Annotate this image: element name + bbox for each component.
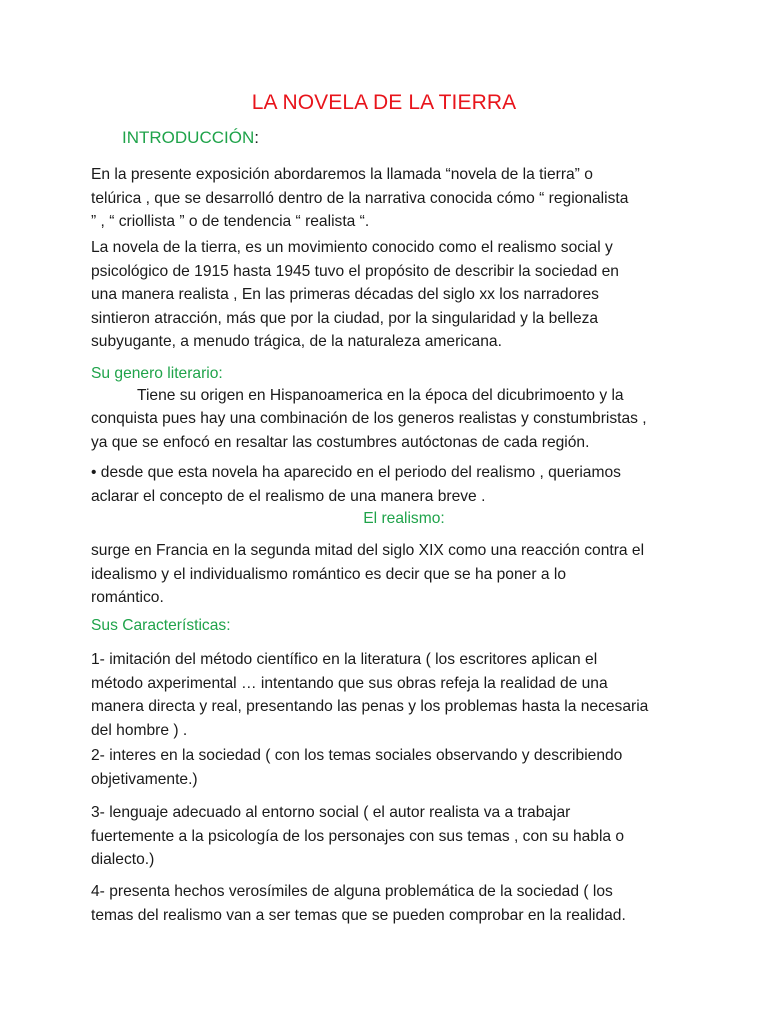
paragraph-bullet: • desde que esta novela ha aparecido en el periodo del realismo , queriamos aclarar el concepto de el realismo de una manera breve . [91, 464, 621, 505]
list-item-caracteristica-1: 1- imitación del método científico en la literatura ( los escritores aplican el método axperimental … intentando que sus obras refeja la realidad de una manera directa y real, presentando las penas y los problemas hasta la necesaria del hombre ) . [91, 651, 649, 739]
paragraph-genero-first: Tiene su origen en Hispanoamerica en la época del dicubrimoento y la [137, 387, 624, 404]
heading-genero-literario: Su genero literario: [91, 365, 223, 382]
document-title: LA NOVELA DE LA TIERRA [251, 91, 517, 114]
heading-el-realismo: El realismo: [363, 510, 445, 527]
intro-heading-label: INTRODUCCIÓN [122, 128, 255, 147]
paragraph-realismo: surge en Francia en la segunda mitad del siglo XIX como una reacción contra el idealismo y el individualismo romántico es decir que se ha poner a lo romántico. [91, 542, 645, 607]
paragraph-intro: En la presente exposición abordaremos la llamada “novela de la tierra” o telúrica , que se desarrolló dentro de la narrativa conocida cómo “ regionalista ” , “ criollista ” o de tendencia “ realista “. [91, 166, 629, 231]
list-item-caracteristica-3: 3- lenguaje adecuado al entorno social ( el autor realista va a trabajar fuertemente a la psicología de los personajes con sus temas , con su habla o dialecto.) [91, 804, 625, 869]
list-item-caracteristica-2: 2- interes en la sociedad ( con los temas sociales observando y describiendo objetivamente.) [91, 747, 623, 788]
paragraph-genero-rest: conquista pues hay una combinación de los generos realistas y constumbristas , ya que se enfocó en resaltar las costumbres autóctonas de cada región. [91, 410, 647, 451]
heading-caracteristicas: Sus Características: [91, 617, 231, 634]
paragraph-definition: La novela de la tierra, es un movimiento conocido como el realismo social y psicológico de 1915 hasta 1945 tuvo el propósito de describir la sociedad en una manera realista , En las primeras décadas del siglo xx los narradores sintieron atracción, más que por la ciudad, por la singularidad y la belleza subyugante, a menudo trágica, de la naturaleza americana. [91, 239, 619, 351]
intro-heading-colon: : [254, 128, 259, 147]
list-item-caracteristica-4: 4- presenta hechos verosímiles de alguna problemática de la sociedad ( los temas del realismo van a ser temas que se pueden comprobar en la realidad. [91, 883, 626, 924]
intro-heading [122, 128, 259, 148]
